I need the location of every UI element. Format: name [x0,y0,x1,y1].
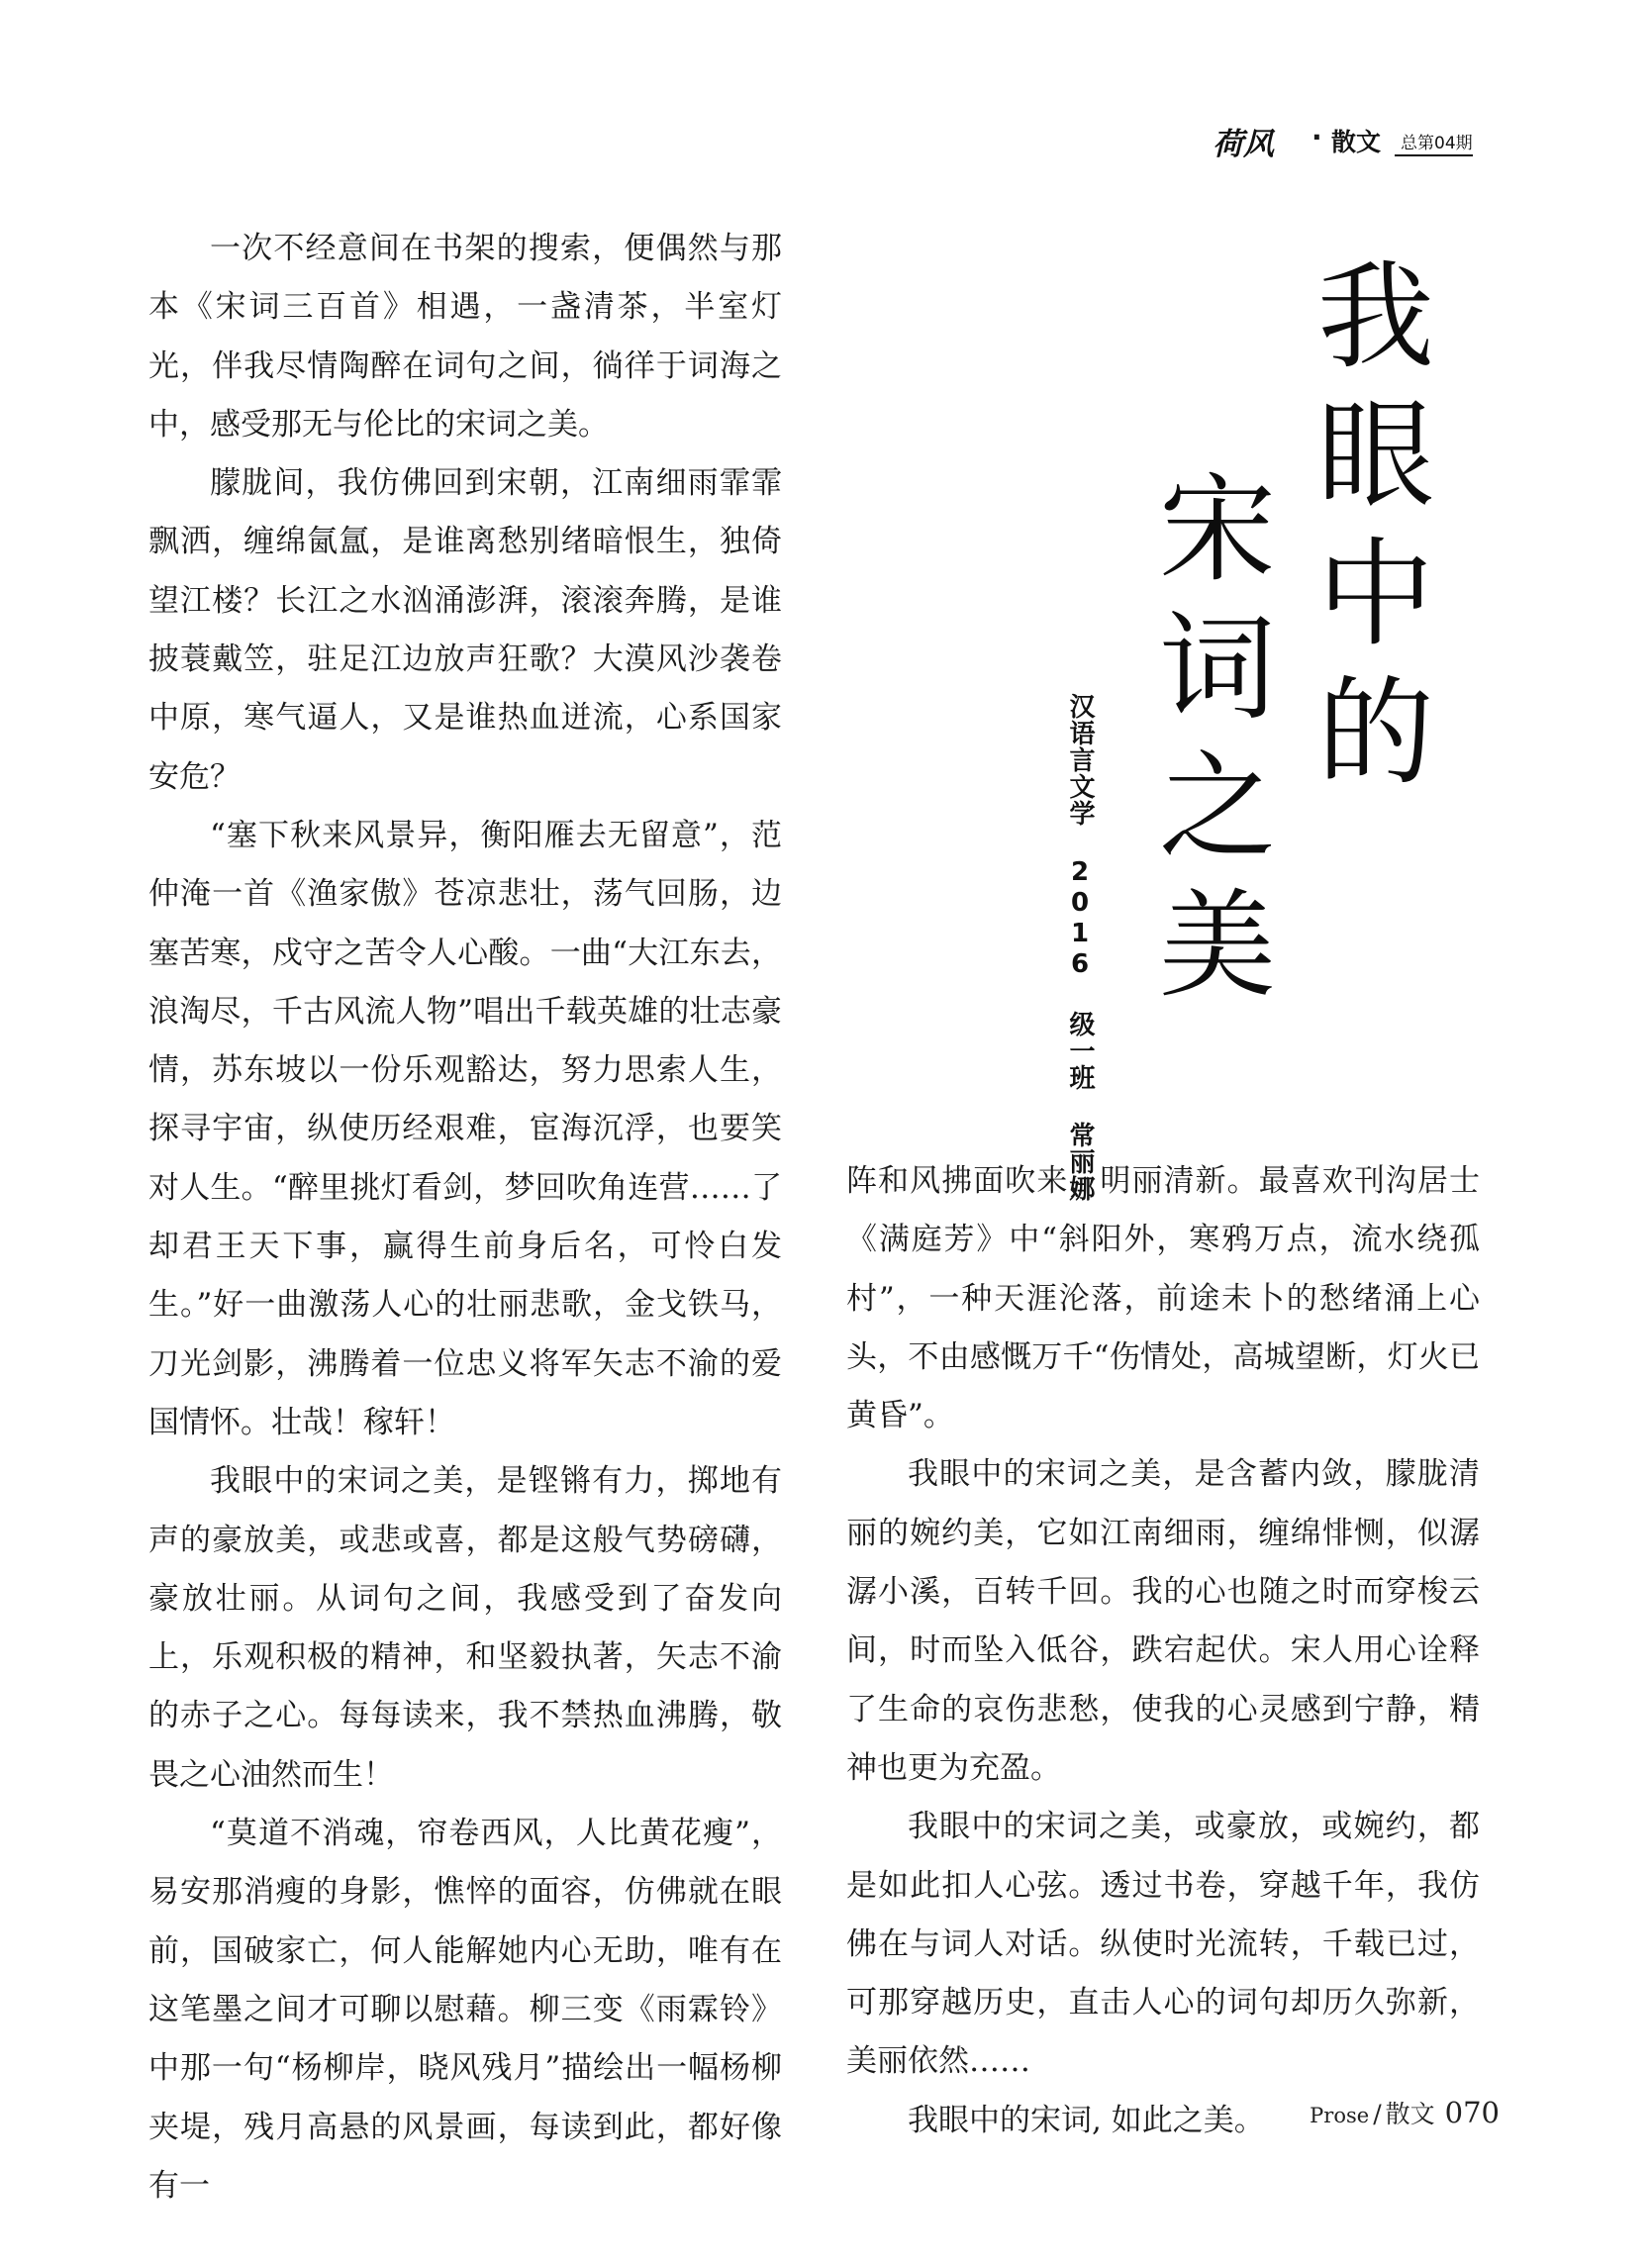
running-header [1213,117,1500,166]
paragraph: 朦胧间，我仿佛回到宋朝，江南细雨霏霏飘洒，缠绵氤氲，是谁离愁别绪暗恨生，独倚望江楼？长江之水汹涌澎湃，滚滚奔腾，是谁披蓑戴笠，驻足江边放声狂歌？大漠风沙袭卷中原，寒气逼人，又是谁热血迸流，心系国家安危？ [148,465,782,795]
page-footer [1287,2095,1500,2134]
footer-separator: / [1373,2100,1382,2128]
footer-section-chinese: 散文 [1385,2100,1435,2128]
title-char: 眼 [1316,387,1434,524]
article-title-column-2 [1148,460,1287,1015]
title-char: 我 [1316,248,1434,385]
body-right-column [846,1152,1480,2150]
title-char: 中 [1316,526,1434,662]
header-separator: · [1311,121,1322,153]
title-char: 之 [1158,739,1276,875]
paragraph: “塞下秋来风景异，衡阳雁去无留意”，范仲淹一首《渔家傲》苍凉悲壮，荡气回肠，边塞苦寒，戍守之苦令人心酸。一曲“大江东去，浪淘尽，千古风流人物”唱出千载英雄的壮志豪情，苏东坡以一份乐观豁达，努力思索人生，探寻宇宙，纵使历经艰难，宦海沉浮，也要笑对人生。“醉里挑灯看剑，梦回吹角连营……了却君王天下事，赢得生前身后名，可怜白发生。”好一曲激荡人心的壮丽悲歌，金戈铁马，刀光剑影，沸腾着一位忠义将军矢志不渝的爱国情怀。壮哉！稼轩！ [148,817,782,1440]
paragraph-closing: 我眼中的宋词, 如此之美。 [908,2102,1265,2138]
footer-section-english: Prose [1310,2104,1370,2127]
author-byline: 汉语言文学 2016 级一班 常丽娜 [1065,693,1095,1202]
paragraph: 一次不经意间在书架的搜索，便偶然与那本《宋词三百首》相遇，一盏清茶，半室灯光，伴我尽情陶醉在词句之间，徜徉于词海之中，感受那无与伦比的宋词之美。 [148,231,782,443]
paragraph: 我眼中的宋词之美，是铿锵有力，掷地有声的豪放美，或悲或喜，都是这般气势磅礴，豪放壮丽。从词句之间，我感受到了奋发向上，乐观积极的精神，和坚毅执著，矢志不渝的赤子之心。每每读来，我不禁热血沸腾，敬畏之心油然而生！ [148,1463,782,1793]
paragraph: 我眼中的宋词之美，是含蓄内敛，朦胧清丽的婉约美，它如江南细雨，缠绵悱恻，似潺潺小溪，百转千回。我的心也随之时而穿梭云间，时而坠入低谷，跌宕起伏。宋人用心诠释了生命的哀伤悲愁，使我的心灵感到宁静，精神也更为充盈。 [846,1456,1480,1786]
title-char: 词 [1158,600,1276,737]
title-char: 宋 [1158,461,1276,598]
title-char: 的 [1316,664,1434,801]
magazine-name: 荷风 [1213,127,1274,162]
paragraph: 我眼中的宋词之美，或豪放，或婉约，都是如此扣人心弦。透过书卷，穿越千年，我仿佛在与词人对话。纵使时光流转，千载已过，可那穿越历史，直击人心的词句却历久弥新，美丽依然…… [846,1809,1480,2080]
issue-number: 总第04期 [1395,129,1473,156]
page-number: 070 [1444,2096,1500,2129]
paragraph: “莫道不消魂，帘卷西风，人比黄花瘦”，易安那消瘦的身影，憔悴的面容，仿佛就在眼前，国破家亡，何人能解她内心无助，唯有在这笔墨之间才可聊以慰藉。柳三变《雨霖铃》中那一句“杨柳岸，晓风残月”描绘出一幅杨柳夹堤，残月高悬的风景画，每读到此，都好像有一 [148,1816,782,2204]
title-char: 美 [1158,877,1276,1014]
article-title-column-1 [1307,247,1445,802]
paragraph-continued: 阵和风拂面吹来，明丽清新。最喜欢刊沟居士《满庭芳》中“斜阳外，寒鸦万点，流水绕孤村”，一种天涯沦落，前途未卜的愁绪涌上心头，不由感慨万千“伤情处，高城望断，灯火已黄昏”。 [846,1163,1480,1434]
section-name: 散文 [1331,128,1382,156]
body-left-column [148,220,782,2216]
